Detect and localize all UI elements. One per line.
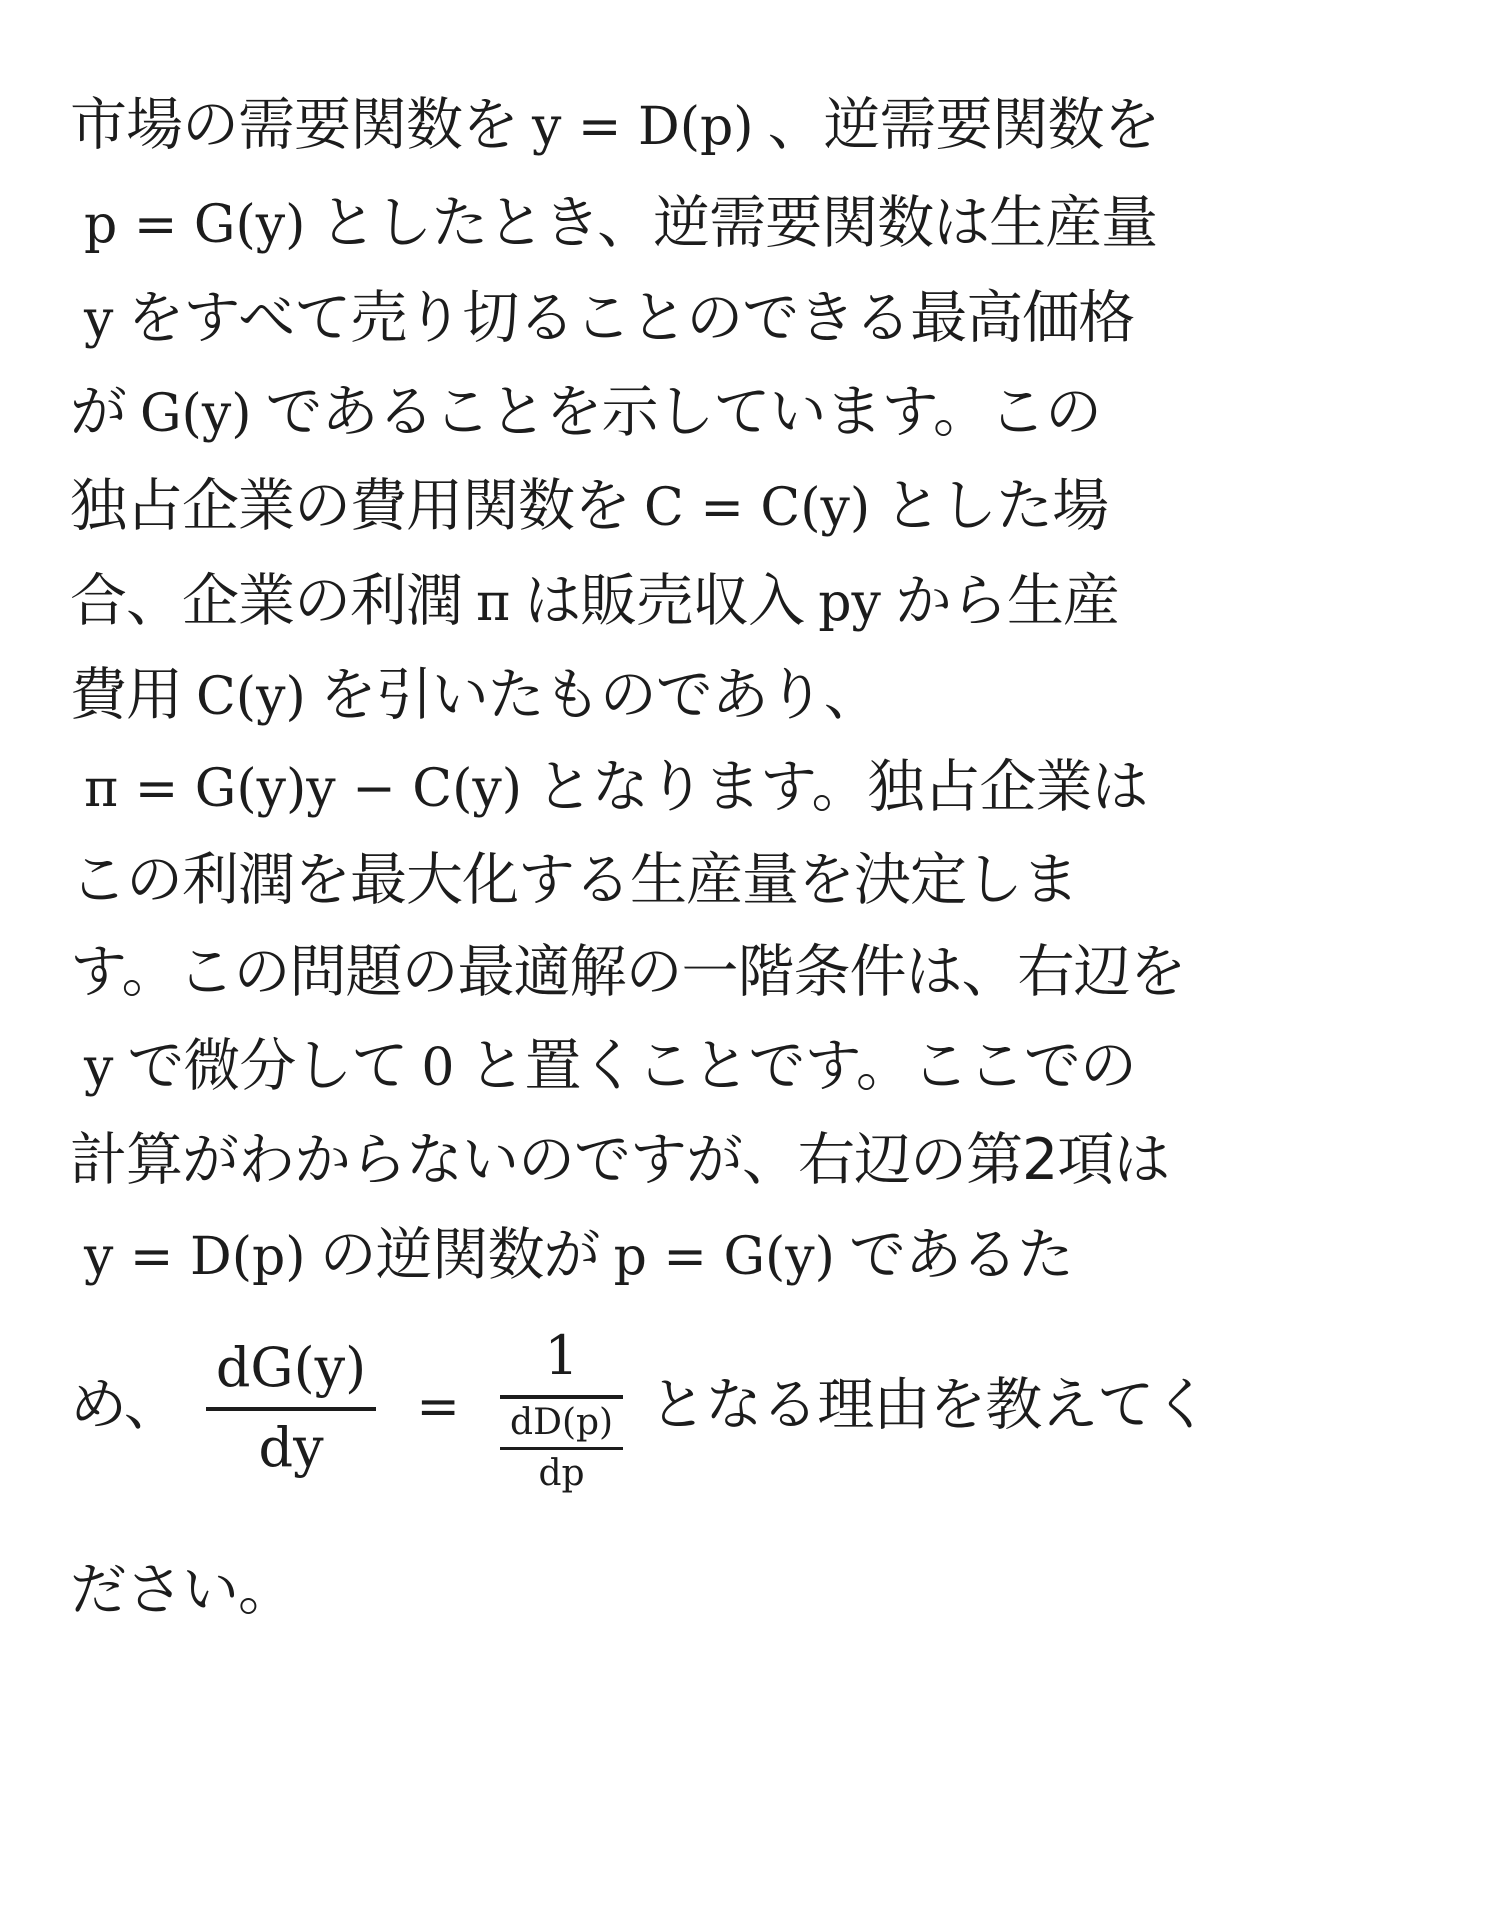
fraction-dg-dy [206,1333,376,1483]
text-segment: 費用 [70,662,182,728]
math-expression: py [818,573,881,633]
math-expression: y = D(p) [532,97,754,157]
text-segment: であることを示しています。この [265,379,1101,445]
text-segment: であるた [848,1222,1073,1288]
text-segment: から生産 [894,568,1119,634]
math-expression: y [84,290,114,350]
text-line [70,75,1440,175]
math-expression: C(y) [196,667,306,727]
text-line [70,1016,1440,1116]
text-segment: 市場の需要関数を [70,92,518,158]
math-expression: π = G(y)y − C(y) [84,759,523,819]
text-line [70,737,1440,837]
text-line [70,830,1440,930]
math-expression: p = G(y) [84,195,306,255]
text-segment: す。この問題の最適解の一階条件は、右辺を [70,939,1186,1005]
text-segment: を引いたものであり、 [319,662,880,728]
fraction-numerator: dD(p) [500,1401,623,1450]
text-segment: は販売収入 [524,568,805,634]
text-segment: め、 [70,1372,180,1438]
fraction-denominator: dy [258,1416,324,1480]
text-line [70,1540,1440,1640]
text-segment: をすべて売り切ることのできる最高価格 [127,285,1135,351]
fraction-reciprocal [500,1321,623,1496]
math-expression: π [476,573,511,633]
text-segment: となります。独占企業は [536,754,1148,820]
text-line [70,922,1440,1022]
fraction-denominator: dp [538,1452,585,1494]
text-segment: 、逆需要関数を [767,92,1160,158]
text-segment: としたとき、逆需要関数は生産量 [319,190,1158,256]
math-expression: y = D(p) [84,1227,306,1287]
text-line [70,362,1440,462]
text-line [70,456,1440,556]
text-segment: と置くことです。ここでの [468,1033,1136,1099]
text-segment: の逆関数が [319,1222,600,1288]
text-segment: が [70,379,126,445]
text-segment: とした場 [884,473,1109,539]
text-line [70,1205,1440,1305]
text-segment: 計算がわからないのですが、右辺の第2項は [70,1127,1170,1193]
text-segment: この利潤を最大化する生産量を決定しま [70,847,1078,913]
text-segment: 独占企業の費用関数を [70,473,630,539]
equals-sign: = [416,1377,460,1437]
text-segment: で微分して [127,1033,408,1099]
text-segment: 合、企業の利潤 [70,568,462,634]
math-expression: C = C(y) [644,478,871,538]
fraction-numerator: 1 [500,1321,623,1399]
text-line [70,173,1440,273]
text-line [70,1110,1440,1210]
math-expression: p = G(y) [613,1227,835,1287]
text-line-with-fraction [70,1300,1440,1510]
text-segment: となる理由を教えてく [649,1372,1210,1438]
math-expression: G(y) [140,384,252,444]
text-segment: ださい。 [70,1557,294,1623]
text-line [70,645,1440,745]
fraction-numerator: dG(y) [206,1333,376,1411]
text-line [70,268,1440,368]
math-expression: y [84,1038,114,1098]
fraction-denominator [500,1399,623,1496]
text-line [70,551,1440,651]
fraction-dd-dp [500,1401,623,1496]
math-expression: 0 [421,1038,455,1098]
